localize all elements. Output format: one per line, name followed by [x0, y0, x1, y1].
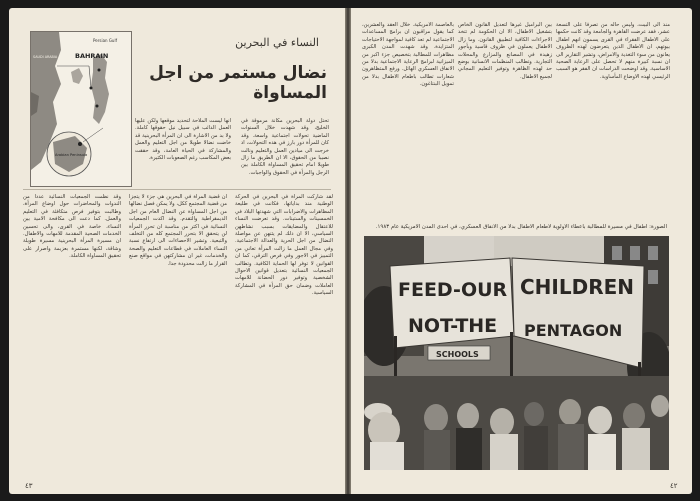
map-label-gulf: Persian Gulf — [93, 38, 117, 43]
article-kicker: النساء في البحرين — [235, 36, 319, 49]
left-page — [9, 8, 345, 494]
banner-left-top: FEED-OUR — [398, 279, 508, 301]
paragraph: بين البراميل غيرها لتعديل القانون الخاص بتشغيل الاطفال، الا ان الحكومة لم تتخذ الاجراءات الكافية لتطبيق القانون. وما زال الاطفال يعملون في ظروف قاسية وبأجور زهيدة في المصانع والمزارع والمحلات التجارية. وتطالب المنظمات الانسانية بوضع حد لهذه الظاهرة وتوفير التعليم المجاني لجميع الاطفال. — [458, 22, 552, 80]
right-column-3 — [362, 22, 454, 218]
bottom-column-3 — [23, 194, 121, 480]
page-number-right: ٤٢ — [670, 482, 678, 490]
paragraph: تحتل دولة البحرين مكانة مرموقة في الخليج، وقد شهدت خلال السنوات الماضية تحولات اجتماعية واسعة. وقد كان للمرأة دور بارز في هذه التحولات، اذ خرجت الى ميادين العمل والتعليم ونالت نصيبا من الحقوق، الا ان الطريق ما زال طويلا امام تحقيق المساواة الكاملة بين الرجل والمرأة في الحقوق والواجبات. — [241, 118, 329, 176]
banner-left-bottom: NOT-THE — [408, 315, 498, 337]
paragraph: انها ليست الملاحة لتحديد موقعها ولكن عليها العمل الدائب في سبيل نيل حقوقها كاملة. ولا بد من الاشارة الى ان المرأة البحرينية قد خاضت نضالا طويلا من اجل التعليم والعمل والمشاركة في الحياة العامة، وقد حققت بعض المكاسب رغم الصعوبات الكثيرة. — [135, 118, 231, 162]
photo-caption: الصورة: اطفال في مسيرة للمطالبة باعطاء الاولوية لاطعام الاطفال بدلا من الانفاق العسكري، في احدى المدن الامريكية عام ١٩٨٣. — [375, 224, 667, 230]
protest-photo-illustration — [364, 236, 669, 470]
divider — [23, 189, 331, 190]
bottom-column-2 — [129, 194, 227, 480]
article-headline: نضال مستمر من اجل المساواة — [149, 63, 327, 103]
bahrain-map — [30, 31, 132, 187]
right-column-2 — [458, 22, 552, 218]
paragraph: لقد شاركت المرأة في البحرين في الحركة الوطنية منذ بداياتها، فكانت في طليعة المظاهرات والاضرابات التي شهدتها البلاد في الخمسينات والستينات. وقد تعرضت النساء للاعتقال والمضايقات بسبب نشاطهن السياسي، الا ان ذلك لم يثنهن عن مواصلة النضال من اجل الحرية والعدالة الاجتماعية. وفي مجال العمل ما زالت المرأة تعاني من التمييز في الاجور وفي فرص الترقي، كما ان القوانين لا توفر لها الحماية الكافية. وتطالب الجمعيات النسائية بتعديل قوانين الاحوال الشخصية وتوفير دور الحضانة للامهات العاملات وضمان حق المرأة في المشاركة السياسية. — [235, 194, 333, 297]
top-column-right — [241, 118, 329, 180]
map-label-peninsula: Arabian Peninsula — [55, 153, 88, 157]
paragraph: ان قضية المرأة في البحرين هي جزء لا يتجزأ من قضية المجتمع ككل، ولا يمكن فصل نضالها من اجل المساواة عن النضال العام من اجل الديمقراطية والتقدم. وقد اكدت الجمعيات النسائية في اكثر من مناسبة ان تحرر المرأة لن يتحقق الا بتحرر المجتمع كله من التخلف والتبعية. وتشير الاحصاءات الى ارتفاع نسبة النساء العاملات في قطاعات التعليم والصحة والخدمات، غير ان مشاركتهن في مواقع صنع القرار ما زالت محدودة جدا. — [129, 194, 227, 267]
map-illustration — [31, 32, 131, 186]
paragraph: منذ الى البيت، وليس حاله من تصرفا على التسعة عشر، فقد عرضت القاهرة والجامعة وقد كانت حكمها على الاطفال الفقراء في القرى يسمون انهم اطفال بيوتهم، ان الاطفال الذين يتعرضون لهذه الظروف يعانون من سوء التغذية والامراض، وتشير التقارير الى ان نسبة كبيرة منهم لا تحصل على الرعاية الصحية الاساسية. وقد اوضحت الدراسات ان الفقر هو السبب الرئيسي لهذه الاوضاع المأساوية. — [556, 22, 670, 80]
top-column-left — [135, 118, 231, 180]
small-sign: SCHOOLS — [436, 350, 479, 359]
protest-photo — [364, 236, 669, 470]
bottom-column-1 — [235, 194, 333, 480]
map-label-saudi: SAUDI ARABIA — [33, 55, 58, 59]
right-column-1 — [556, 22, 670, 218]
paragraph: وقد نظمت الجمعيات النسائية عددا من الندوات والمحاضرات حول اوضاع المرأة، وطالبت بتوفير فرص متكافئة في التعليم والعمل. كما دعت الى مكافحة الامية بين النساء، خاصة في القرى، والى تحسين الخدمات الصحية المقدمة للامهات والاطفال. ان مسيرة المرأة البحرينية مسيرة طويلة وشاقة، لكنها مستمرة بعزيمة واصرار على تحقيق المساواة الكاملة. — [23, 194, 121, 260]
page-number-left: ٤٣ — [25, 482, 33, 490]
banner-right-top: CHILDREN — [520, 275, 635, 299]
map-label-bahrain: BAHRAIN — [75, 52, 109, 60]
banner-right-bottom: PENTAGON — [524, 321, 623, 340]
paragraph: بالعاصمة الامريكية. خلال العقد والعشرين، كما يقول مراقبون ان برامج المساعدات الاجتماعية لم تعد كافية لمواجهة الاحتياجات المتزايدة. وقد شهدت المدن الكبرى مظاهرات للمطالبة بتخصيص جزء اكبر من الميزانية لبرامج الرعاية الاجتماعية بدلا من الانفاق العسكري الهائل. ورفع المتظاهرون شعارات تطالب باطعام الاطفال بدلا من تمويل البنتاغون. — [362, 22, 454, 88]
